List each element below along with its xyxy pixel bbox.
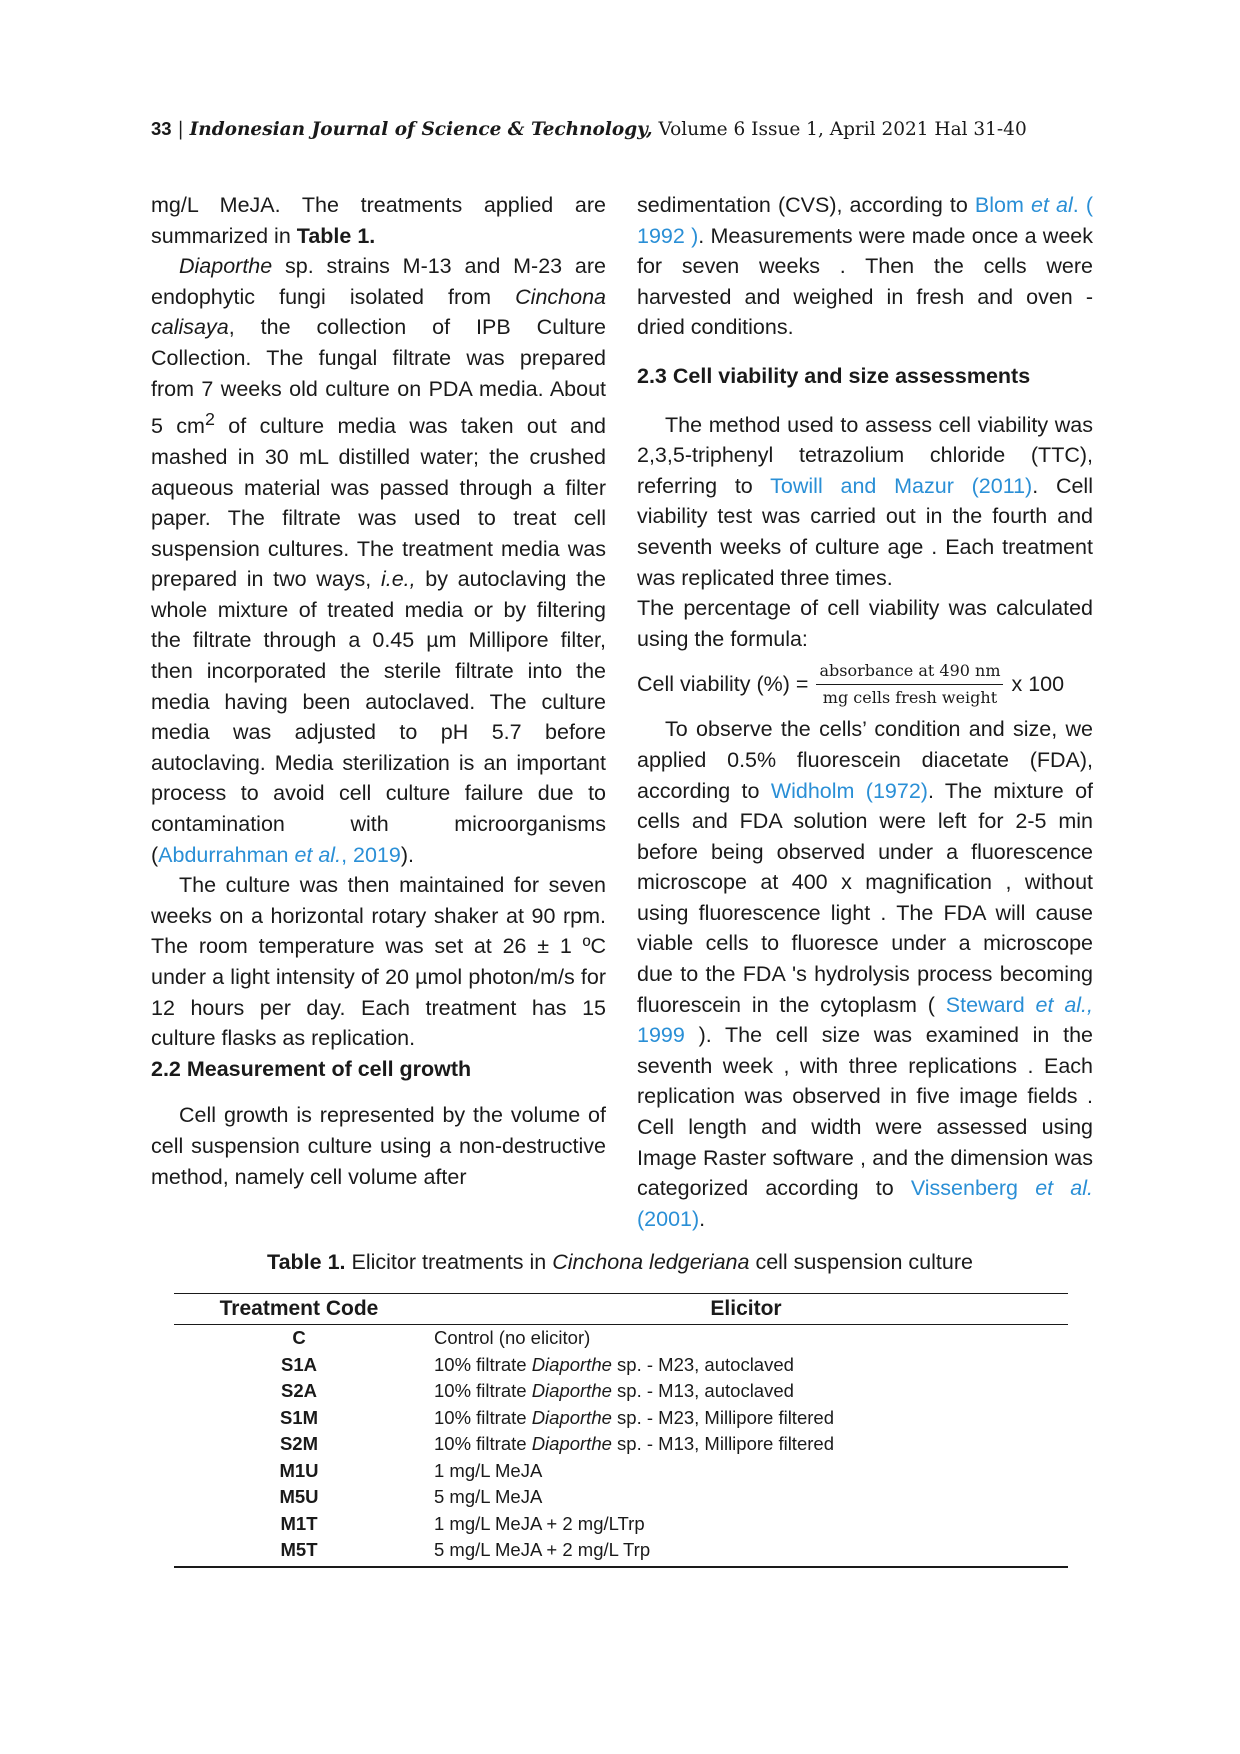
- elicitor-description: 10% filtrate Diaporthe sp. - M23, autoclaved: [434, 1353, 794, 1375]
- treatment-code: S2A: [281, 1380, 317, 1402]
- table-caption: Table 1. Elicitor treatments in Cinchona ledgeriana cell suspension culture: [267, 1250, 973, 1274]
- elicitor-description: 5 mg/L MeJA: [434, 1486, 543, 1508]
- journal-name: Indonesian Journal of Science & Technology,: [189, 119, 653, 140]
- column-header: Elicitor: [710, 1297, 782, 1320]
- running-header: [151, 118, 1027, 140]
- elicitor-description: 10% filtrate Diaporthe sp. - M13, Millipore filtered: [434, 1433, 834, 1455]
- treatment-code: C: [292, 1327, 306, 1349]
- table-row: [174, 1431, 1068, 1458]
- elicitor-table: [174, 1293, 1068, 1568]
- paragraph: sedimentation (CVS), according to Blom et al. ( 1992 ). Measurements were made once a week for seven weeks . Then the cells were harvested and weighed in fresh and oven - dried conditions.: [637, 193, 1093, 340]
- table-row: [174, 1405, 1068, 1432]
- citation-link[interactable]: Vissenberg et al. (2001): [637, 1176, 1093, 1231]
- citation-link[interactable]: Widholm (1972): [770, 778, 928, 803]
- table-row: [174, 1484, 1068, 1511]
- paragraph: The method used to assess cell viability was 2,3,5-triphenyl tetrazolium chloride (TTC), referring to Towill and Mazur (2011). Cell viability test was carried out in the fourth and seventh weeks of culture age . Each treatment was replicated three times.: [637, 412, 1093, 590]
- formula-rhs: x 100: [1011, 672, 1065, 697]
- elicitor-description: 10% filtrate Diaporthe sp. - M13, autoclaved: [434, 1380, 794, 1402]
- table-header-row: [174, 1294, 1068, 1324]
- paragraph: To observe the cells’ condition and size, we applied 0.5% fluorescein diacetate (FDA), according to Widholm (1972). The mixture of cells and FDA solution were left for 2-5 min before being observed under a fluorescence microscope at 400 x magnification , without using fluorescence light . The FDA will cause viable cells to fluoresce under a microscope due to the FDA 's hydrolysis process becoming fluorescein in the cytoplasm ( Steward et al., 1999 ). The cell size was examined in the seventh week , with three replications . Each replication was observed in five image fields . Cell length and width were assessed using Image Raster software , and the dimension was categorized according to Vissenberg et al. (2001).: [637, 717, 1094, 1231]
- treatment-code: M1U: [279, 1459, 319, 1481]
- right-column: [637, 190, 1093, 1234]
- formula-denominator: mg cells fresh weight: [822, 687, 998, 707]
- treatment-code: M1T: [280, 1512, 318, 1534]
- issue-info: Volume 6 Issue 1, April 2021 Hal 31-40: [658, 119, 1027, 140]
- treatment-code: M5U: [279, 1486, 319, 1508]
- treatment-code: S1M: [279, 1406, 319, 1428]
- table-reference: Table 1.: [296, 223, 376, 248]
- treatment-code: S2M: [279, 1433, 319, 1455]
- elicitor-description: 1 mg/L MeJA: [434, 1459, 543, 1481]
- citation-link[interactable]: Abdurrahman et al., 2019: [158, 842, 401, 867]
- formula-lhs: Cell viability (%) =: [637, 672, 809, 697]
- elicitor-description: 5 mg/L MeJA + 2 mg/L Trp: [434, 1539, 651, 1561]
- table-row: [174, 1511, 1068, 1538]
- header-separator: |: [177, 119, 184, 140]
- elicitor-description: 1 mg/L MeJA + 2 mg/LTrp: [434, 1512, 645, 1534]
- elicitor-description: Control (no elicitor): [434, 1327, 591, 1349]
- left-column: [151, 190, 606, 1192]
- table-row: [174, 1537, 1068, 1564]
- citation-link[interactable]: Steward et al., 1999: [637, 992, 1093, 1048]
- table-row: [174, 1378, 1068, 1405]
- paragraph: mg/L MeJA. The treatments applied are summarized in Table 1.: [151, 193, 606, 248]
- table-body: [174, 1325, 1068, 1564]
- citation-link[interactable]: Towill and Mazur (2011): [770, 473, 1033, 498]
- paragraph: The culture was then maintained for seven weeks on a horizontal rotary shaker at 90 rpm. The room temperature was set at 26 ± 1 ºC under a light intensity of 20 µmol photon/m/s for 12 hours per day. Each treatment has 15 culture flasks as replication.: [151, 873, 606, 1051]
- page-number: 33: [151, 118, 172, 139]
- viability-formula: [637, 654, 1093, 714]
- treatment-code: M5T: [280, 1539, 318, 1561]
- table-row: [174, 1325, 1068, 1352]
- formula-numerator: absorbance at 490 nm: [816, 660, 1003, 685]
- paragraph: Diaporthe sp. strains M-13 and M-23 are endophytic fungi isolated from Cinchona calisaya, the collection of IPB Culture Collection. The fungal filtrate was prepared from 7 weeks old culture on PDA media. About 5 $cm^2$ of culture media was taken out and mashed in 30 mL distilled water; the crushed aqueous material was passed through a filter paper. The filtrate was used to treat cell suspension cultures. The treatment media was prepared in two ways, i.e., by autoclaving the whole mixture of treated media or by filtering the filtrate through a 0.45 µm Millipore filter, then incorporated the sterile filtrate into the media having been autoclaved. The culture media was adjusted to pH 5.7 before autoclaving. Media sterilization is an important process to avoid cell culture failure due to contamination with microorganisms (Abdurrahman et al., 2019).: [151, 254, 606, 867]
- table-bottom-rule: [174, 1566, 1068, 1568]
- section-heading: 2.3 Cell viability and size assessments: [637, 363, 1031, 388]
- paragraph: Cell growth is represented by the volume of cell suspension culture using a non-destructive method, namely cell volume after: [151, 1103, 606, 1189]
- table-row: [174, 1458, 1068, 1485]
- table-row: [174, 1352, 1068, 1379]
- treatment-code: S1A: [281, 1353, 317, 1375]
- column-header: Treatment Code: [219, 1297, 379, 1320]
- section-heading: 2.2 Measurement of cell growth: [151, 1056, 472, 1081]
- elicitor-description: 10% filtrate Diaporthe sp. - M23, Millipore filtered: [434, 1406, 834, 1428]
- citation-link[interactable]: Blom et al. ( 1992 ): [637, 193, 1093, 248]
- formula-fraction: [816, 660, 1003, 709]
- paragraph: The percentage of cell viability was calculated using the formula:: [637, 596, 1093, 651]
